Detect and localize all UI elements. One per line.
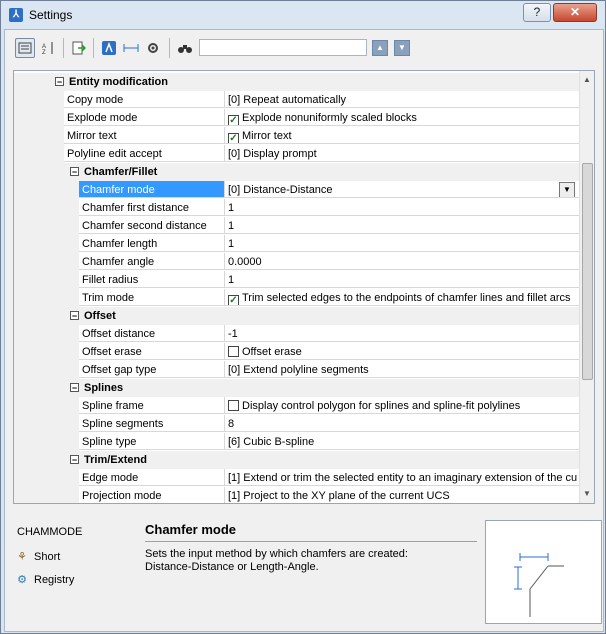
registry-link[interactable] — [15, 573, 74, 586]
property-name: Spline type — [79, 433, 224, 450]
collapse-icon[interactable]: − — [71, 383, 78, 393]
property-row[interactable] — [14, 415, 579, 433]
description-panel — [5, 508, 603, 631]
vertical-scrollbar[interactable] — [579, 71, 594, 503]
property-row[interactable] — [14, 325, 579, 343]
category-label: Splines — [84, 382, 124, 394]
property-value[interactable] — [224, 127, 579, 144]
scroll-down-icon[interactable]: ▼ — [583, 489, 591, 498]
search-previous-button[interactable]: ▲ — [372, 40, 388, 56]
property-name: Chamfer angle — [79, 253, 224, 270]
svg-text:Z: Z — [42, 50, 46, 55]
toolbar — [5, 30, 603, 64]
property-row[interactable] — [14, 469, 579, 487]
property-name: Offset gap type — [79, 361, 224, 378]
toolbar-separator — [93, 38, 94, 58]
svg-text:A: A — [42, 44, 47, 50]
category-splines[interactable] — [14, 379, 579, 397]
property-name: Chamfer length — [79, 235, 224, 252]
property-name: Projection mode — [79, 487, 224, 504]
property-name: Chamfer mode — [79, 181, 224, 198]
checkbox-label: Offset erase — [242, 346, 302, 358]
property-row[interactable] — [14, 145, 579, 163]
property-name: Offset distance — [79, 325, 224, 342]
property-value[interactable]: [0] Extend polyline segments — [224, 361, 579, 378]
property-grid[interactable] — [13, 70, 595, 504]
checkbox-label: Trim selected edges to the endpoints of chamfer lines and fillet arcs — [242, 292, 571, 304]
property-name: Offset erase — [79, 343, 224, 360]
registry-icon: ⚙ — [17, 574, 27, 586]
property-name: Chamfer first distance — [79, 199, 224, 216]
export-icon[interactable] — [69, 38, 89, 58]
property-name: Fillet radius — [79, 271, 224, 288]
link-label: Short — [34, 550, 61, 563]
property-name: Polyline edit accept — [64, 145, 224, 162]
category-trim-extend[interactable] — [14, 451, 579, 469]
client-area — [4, 29, 604, 632]
checkbox-checked-icon[interactable]: ✓ — [229, 133, 238, 144]
chamfer-mode-select[interactable] — [224, 181, 579, 198]
title-bar[interactable] — [1, 1, 605, 29]
divider — [145, 541, 477, 542]
property-value[interactable]: [6] Cubic B-spline — [224, 433, 579, 450]
checkbox-unchecked-icon[interactable] — [228, 346, 239, 357]
categorized-view-icon[interactable] — [15, 38, 35, 58]
checkbox-unchecked-icon[interactable] — [228, 400, 239, 411]
property-row[interactable] — [14, 217, 579, 235]
toolbar-separator — [63, 38, 64, 58]
property-row[interactable] — [14, 253, 579, 271]
property-value[interactable]: [1] Extend or trim the selected entity to an imaginary extension of the cu — [224, 469, 579, 486]
scroll-thumb[interactable] — [582, 163, 593, 380]
property-value[interactable]: -1 — [224, 325, 579, 342]
property-value[interactable]: 1 — [224, 199, 579, 216]
category-offset[interactable] — [14, 307, 579, 325]
property-row[interactable] — [14, 487, 579, 504]
search-input[interactable] — [199, 39, 367, 56]
collapse-icon[interactable]: − — [71, 167, 78, 177]
close-button[interactable]: ✕ — [553, 3, 597, 22]
dimension-icon[interactable] — [121, 38, 141, 58]
category-label: Offset — [84, 310, 116, 322]
description-title: Chamfer mode — [145, 522, 237, 537]
collapse-icon[interactable]: − — [71, 455, 78, 465]
app-icon: ⅄ — [9, 8, 23, 22]
checkbox-checked-icon[interactable]: ✓ — [229, 295, 238, 306]
property-row[interactable] — [14, 289, 579, 307]
settings-gear-icon[interactable] — [143, 38, 163, 58]
property-row[interactable] — [14, 199, 579, 217]
property-row[interactable] — [14, 343, 579, 361]
alphabetic-sort-icon[interactable] — [39, 38, 59, 58]
property-value[interactable] — [224, 343, 579, 360]
description-text — [145, 548, 465, 574]
property-row[interactable] — [14, 433, 579, 451]
property-value[interactable]: [0] Repeat automatically — [224, 91, 579, 108]
checkbox-checked-icon[interactable]: ✓ — [229, 115, 238, 126]
property-name: Edge mode — [79, 469, 224, 486]
property-value[interactable]: 1 — [224, 235, 579, 252]
category-label: Entity modification — [69, 76, 168, 88]
property-value[interactable]: 0.0000 — [224, 253, 579, 270]
description-line: Distance-Distance or Length-Angle. — [145, 561, 319, 573]
checkbox-label: Display control polygon for splines and spline-fit polylines — [242, 400, 521, 412]
select-value: [0] Distance-Distance — [228, 184, 333, 196]
link-label: Registry — [34, 573, 75, 586]
property-name: Trim mode — [79, 289, 224, 306]
chamfer-preview-icon — [486, 521, 601, 623]
property-name: Spline frame — [79, 397, 224, 414]
property-value[interactable]: 1 — [224, 217, 579, 234]
category-entity-modification[interactable] — [14, 73, 579, 91]
property-row[interactable] — [14, 397, 579, 415]
collapse-icon[interactable]: − — [71, 311, 78, 321]
scroll-up-icon[interactable]: ▲ — [583, 75, 591, 84]
checkbox-label: Mirror text — [242, 130, 292, 142]
category-label: Chamfer/Fillet — [84, 166, 158, 178]
property-row[interactable] — [14, 235, 579, 253]
chevron-down-icon[interactable]: ▼ — [559, 182, 575, 198]
property-name: Explode mode — [64, 109, 224, 126]
property-value[interactable]: [1] Project to the XY plane of the current UCS — [224, 487, 579, 504]
search-next-button[interactable]: ▼ — [394, 40, 410, 56]
short-icon: ⚘ — [17, 551, 27, 563]
property-value[interactable] — [224, 289, 579, 306]
property-value[interactable] — [224, 109, 579, 126]
property-row[interactable] — [14, 271, 579, 289]
property-row[interactable] — [14, 109, 579, 127]
property-name: Copy mode — [64, 91, 224, 108]
property-name: Spline segments — [79, 415, 224, 432]
category-chamfer-fillet[interactable] — [14, 163, 579, 181]
property-name: Chamfer second distance — [79, 217, 224, 234]
window-title: Settings — [29, 8, 73, 22]
binoculars-search-icon[interactable] — [175, 38, 195, 58]
property-row[interactable] — [14, 127, 579, 145]
property-name: Mirror text — [64, 127, 224, 144]
property-row[interactable] — [14, 91, 579, 109]
property-row-selected[interactable] — [14, 181, 579, 199]
property-value[interactable] — [224, 397, 579, 414]
checkbox-label: Explode nonuniformly scaled blocks — [242, 112, 417, 124]
description-line: Sets the input method by which chamfers are created: — [145, 548, 408, 560]
toolbar-separator — [169, 38, 170, 58]
short-link[interactable] — [15, 550, 60, 563]
bricscad-icon[interactable] — [99, 38, 119, 58]
help-button[interactable]: ? — [523, 3, 551, 22]
property-value[interactable]: 1 — [224, 271, 579, 288]
property-row[interactable] — [14, 361, 579, 379]
property-value[interactable]: [0] Display prompt — [224, 145, 579, 162]
preview-image — [485, 520, 602, 624]
property-value[interactable]: 8 — [224, 415, 579, 432]
collapse-icon[interactable]: − — [56, 77, 63, 87]
category-label: Trim/Extend — [84, 454, 147, 466]
command-name: CHAMMODE — [17, 526, 83, 538]
